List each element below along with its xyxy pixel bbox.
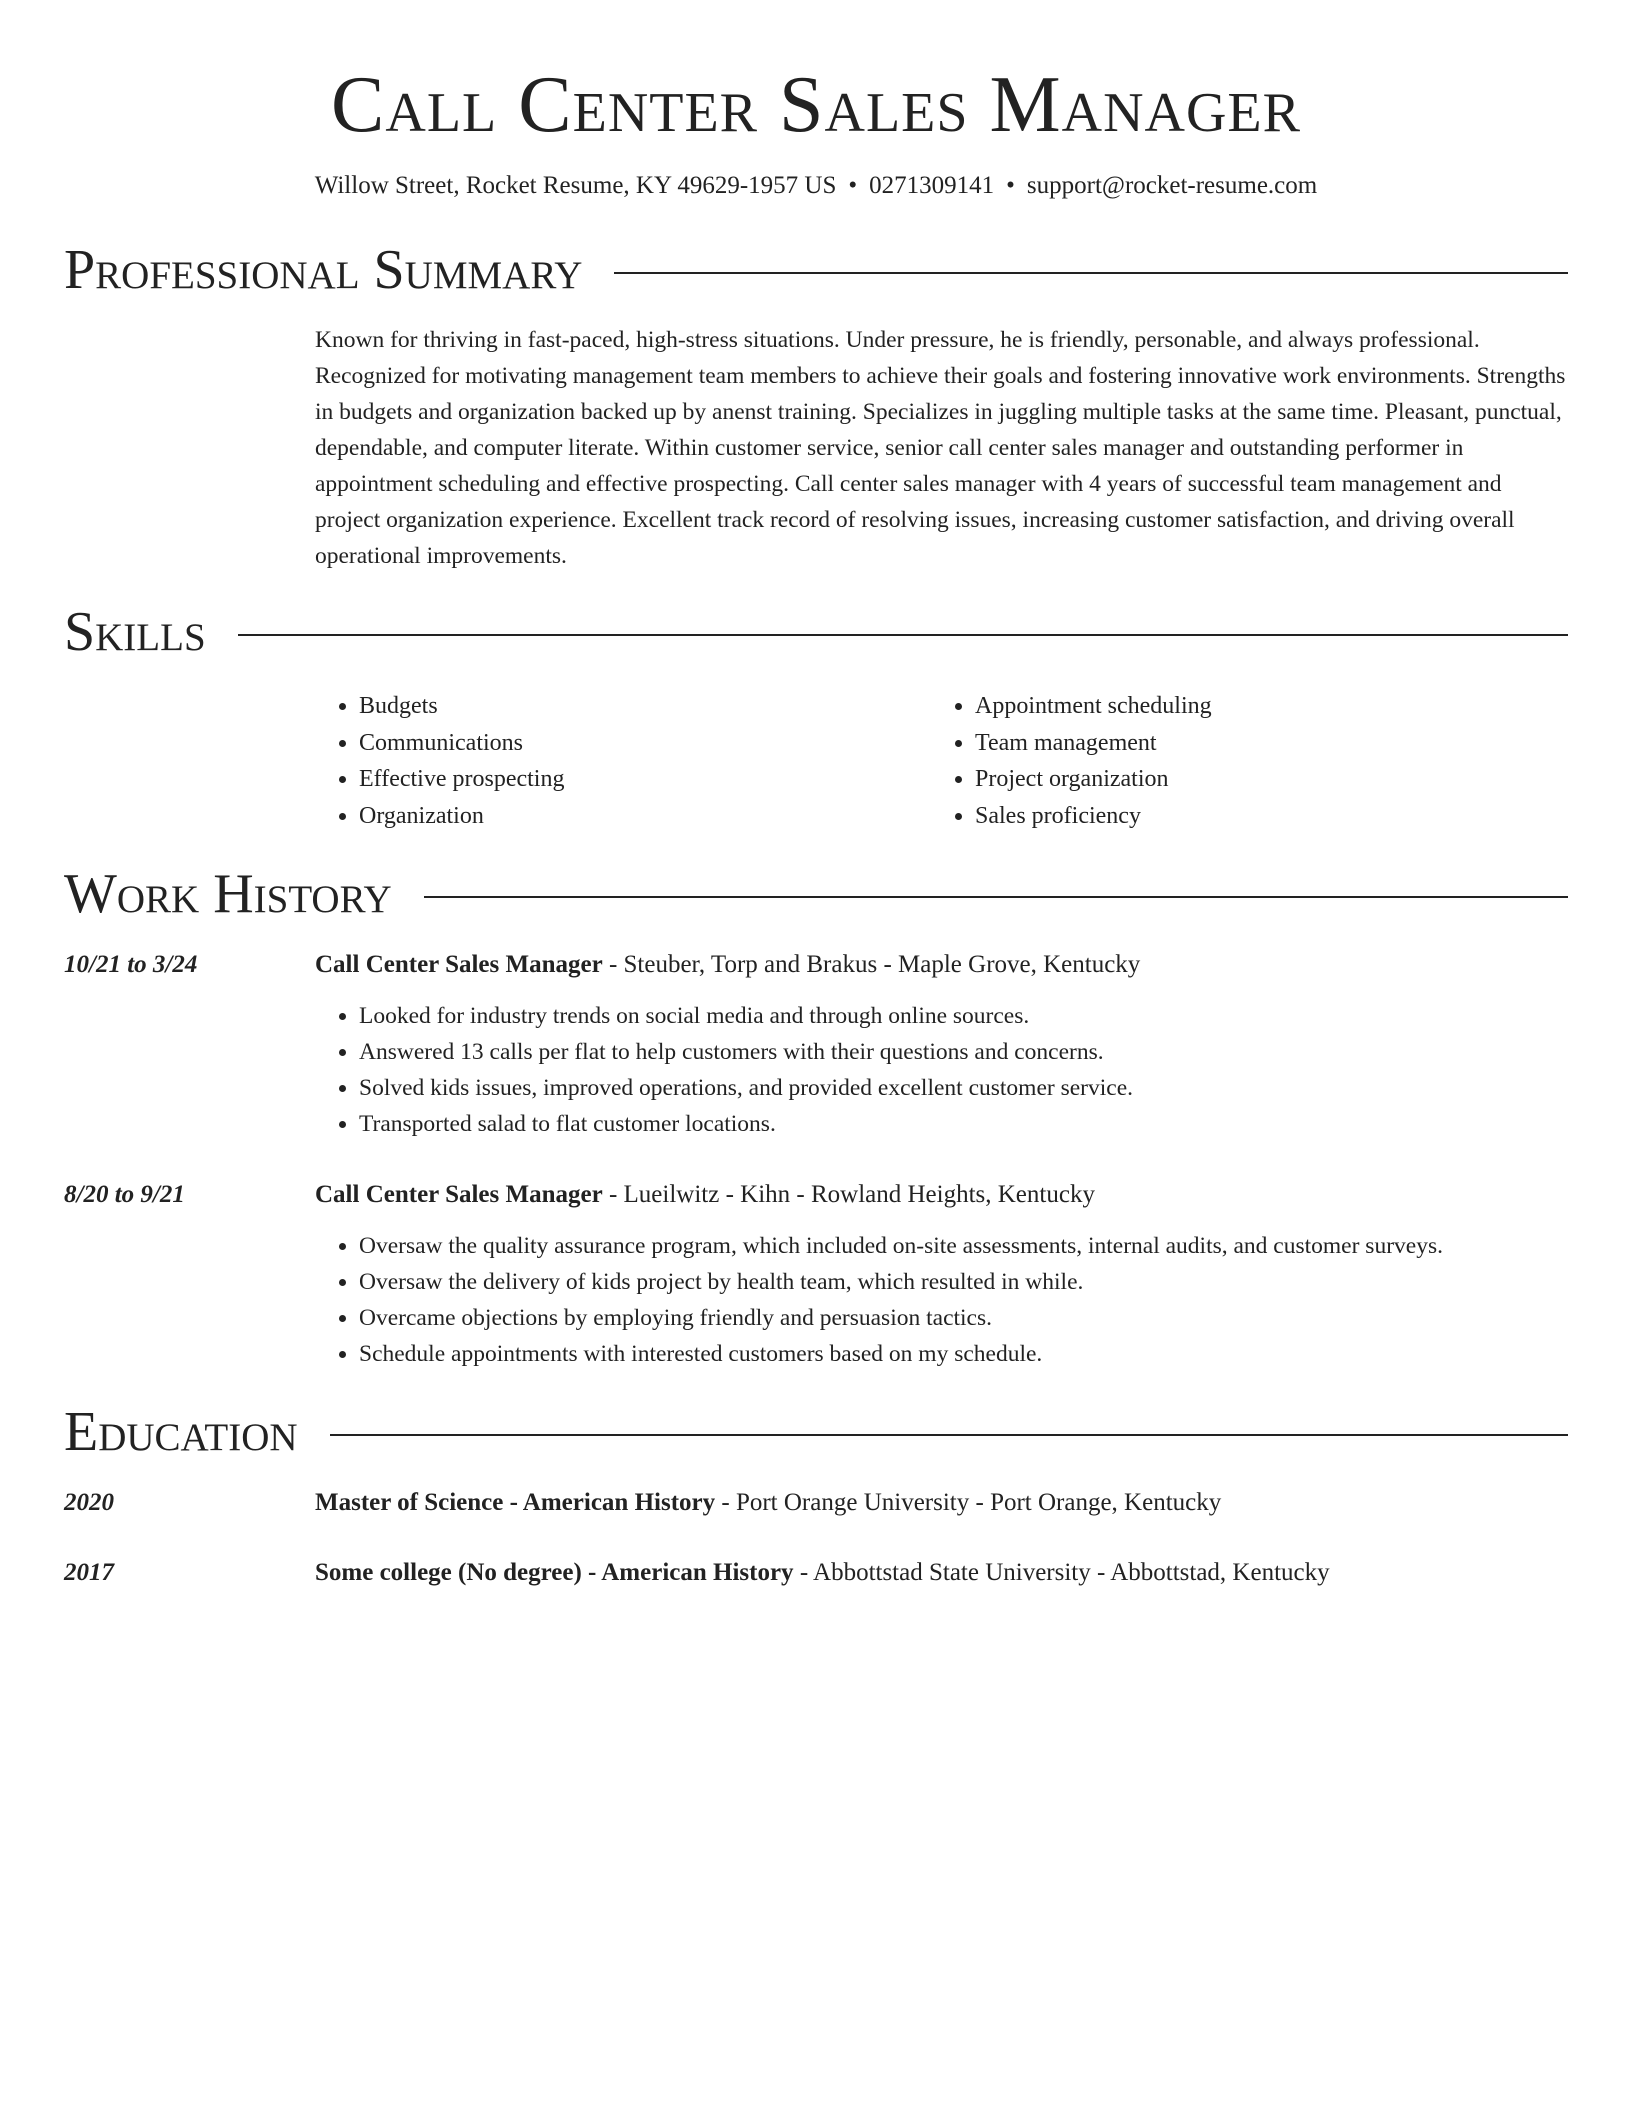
contact-email: support@rocket-resume.com — [1026, 172, 1318, 199]
job-bullet: • Overcame objections by employing friendly and persuasion tactics. — [359, 1300, 1568, 1336]
job-bullet: • Schedule appointments with interested customers based on my schedule. — [359, 1336, 1568, 1372]
skills-grid — [315, 688, 1568, 834]
education-heading: Education — [64, 1401, 298, 1463]
education-line — [315, 1486, 1568, 1520]
skills-list-right — [931, 688, 1547, 834]
job-title-line — [315, 1178, 1568, 1212]
skill-item: • Project organization — [975, 761, 1547, 798]
skills-row — [64, 688, 1568, 834]
education-entry — [64, 1556, 1568, 1590]
skill-item: • Effective prospecting — [359, 761, 931, 798]
section-divider — [424, 896, 1568, 898]
skill-item: • Appointment scheduling — [975, 688, 1547, 725]
resume-name: Call Center Sales Manager — [331, 61, 1301, 149]
contact-address: Willow Street, Rocket Resume, KY 49629-1957 US — [314, 172, 837, 199]
job-employer-location: - Lueilwitz - Kihn - Rowland Heights, Kentucky — [602, 1181, 1095, 1208]
summary-left-spacer — [64, 322, 315, 574]
job-dates: 8/20 to 9/21 — [64, 1181, 185, 1208]
job-title: Call Center Sales Manager — [315, 1181, 603, 1208]
education-school-location: - Port Orange University - Port Orange, Kentucky — [715, 1489, 1222, 1516]
education-year: 2017 — [64, 1559, 114, 1586]
education-year: 2020 — [64, 1489, 114, 1516]
education-degree: Master of Science - American History — [315, 1489, 716, 1516]
education-entry — [64, 1486, 1568, 1520]
section-divider — [330, 1434, 1568, 1436]
education-degree: Some college (No degree) - American History — [315, 1559, 794, 1586]
skills-list-left — [315, 688, 931, 834]
summary-row — [64, 322, 1568, 574]
education-line — [315, 1556, 1568, 1590]
summary-text: Known for thriving in fast-paced, high-stress situations. Under pressure, he is friendly, personable, and always professional. Recognized for motivating management team members to achieve their goals and fostering innovative work environments. Strengths in budgets and organization backed up by anenst training. Specializes in juggling multiple tasks at the same time. Pleasant, punctual, dependable, and computer literate. Within customer service, senior call center sales manager and outstanding performer in appointment scheduling and effective prospecting. Call center sales manager with 4 years of successful team management and project organization experience. Excellent track record of resolving issues, increasing customer satisfaction, and driving overall operational improvements. — [315, 327, 1566, 569]
job-dates: 10/21 to 3/24 — [64, 951, 198, 978]
bullet-separator: • — [848, 172, 858, 199]
section-divider — [614, 272, 1568, 274]
job-bullet: • Transported salad to flat customer locations. — [359, 1106, 1568, 1142]
resume-page — [64, 0, 1568, 1590]
work-section-header — [64, 864, 1568, 924]
skills-left-spacer — [64, 688, 315, 834]
job-title: Call Center Sales Manager — [315, 951, 603, 978]
job-bullets — [315, 1228, 1568, 1372]
skill-item: • Team management — [975, 725, 1547, 762]
job-bullet: • Oversaw the quality assurance program, which included on-site assessments, internal audits, and customer surveys. — [359, 1228, 1568, 1264]
summary-heading: Professional Summary — [64, 239, 583, 301]
bullet-separator: • — [1006, 172, 1015, 199]
section-divider — [238, 634, 1568, 636]
job-entry — [64, 1178, 1568, 1372]
education-section-header — [64, 1402, 1568, 1462]
job-entry — [64, 948, 1568, 1142]
skill-item: • Organization — [359, 798, 931, 835]
work-heading: Work History — [64, 863, 392, 925]
contact-line — [64, 170, 1568, 202]
skill-item: • Budgets — [359, 688, 931, 725]
skill-item: • Communications — [359, 725, 931, 762]
education-school-location: - Abbottstad State University - Abbottstad, Kentucky — [793, 1559, 1330, 1586]
job-bullet: • Solved kids issues, improved operations, and provided excellent customer service. — [359, 1070, 1568, 1106]
job-bullets — [315, 998, 1568, 1142]
contact-phone: 0271309141 — [869, 172, 995, 199]
job-bullet: • Oversaw the delivery of kids project by health team, which resulted in while. — [359, 1264, 1568, 1300]
job-bullet: • Looked for industry trends on social media and through online sources. — [359, 998, 1568, 1034]
job-bullet: • Answered 13 calls per flat to help customers with their questions and concerns. — [359, 1034, 1568, 1070]
skill-item: • Sales proficiency — [975, 798, 1547, 835]
skills-section-header — [64, 602, 1568, 662]
job-employer-location: - Steuber, Torp and Brakus - Maple Grove, Kentucky — [602, 951, 1141, 978]
skills-heading: Skills — [64, 601, 206, 663]
summary-section-header — [64, 240, 1568, 300]
job-title-line — [315, 948, 1568, 982]
